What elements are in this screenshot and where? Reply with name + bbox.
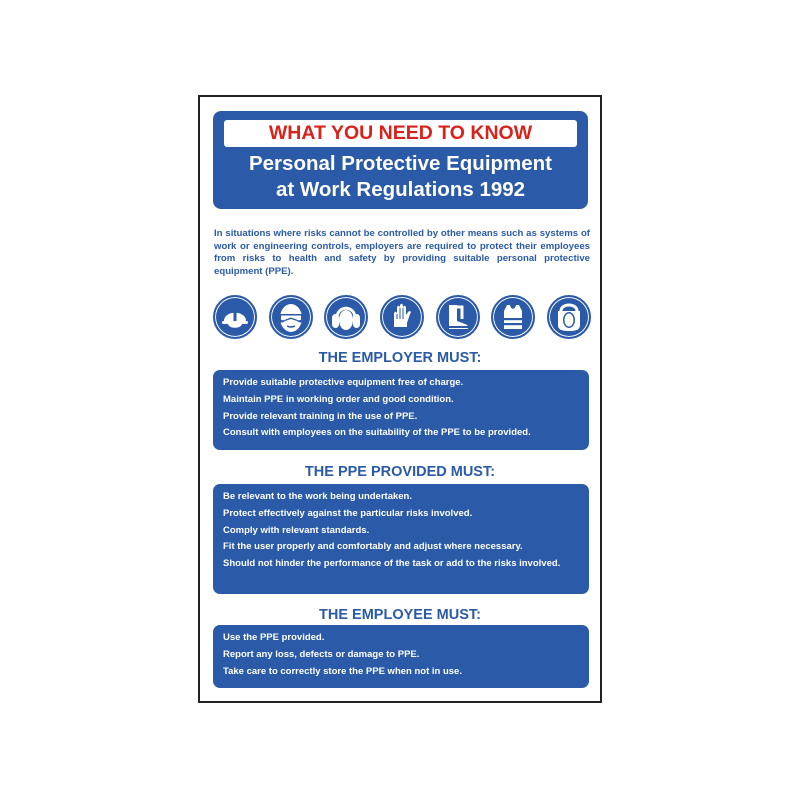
list-item: Should not hinder the performance of the task or add to the risks involved. xyxy=(223,558,561,570)
list-item: Maintain PPE in working order and good condition. xyxy=(223,393,454,405)
list-item: Provide suitable protective equipment free of charge. xyxy=(223,377,464,388)
list-item: Report any loss, defects or damage to PPE. xyxy=(223,648,420,660)
list-item: Consult with employees on the suitability of the PPE to be provided. xyxy=(223,427,531,439)
eye-protection-icon xyxy=(269,295,313,339)
ppe-regulations-sign xyxy=(198,95,602,703)
ppe-icon-row xyxy=(213,295,591,339)
intro-paragraph: In situations where risks cannot be controlled by other means such as systems of work or engineering controls, employers are required to protect their employees from risks to health and safety by providing suitable personal protective equipment (PPE). xyxy=(214,228,590,277)
employer-heading: THE EMPLOYER MUST: xyxy=(318,350,482,366)
title-line-2: at Work Regulations 1992 xyxy=(275,178,526,201)
list-item: Take care to correctly store the PPE when not in use. xyxy=(223,665,462,677)
safety-gloves-icon xyxy=(380,295,424,339)
list-item: Use the PPE provided. xyxy=(223,632,325,643)
list-item: Provide relevant training in the use of PPE. xyxy=(223,410,418,422)
list-item: Protect effectively against the particular risks involved. xyxy=(223,507,473,519)
alert-banner: WHAT YOU NEED TO KNOW xyxy=(224,120,577,147)
ppe-requirements-box xyxy=(213,484,589,594)
sign-header xyxy=(213,111,588,209)
safety-helmet-icon xyxy=(213,295,257,339)
list-item: Fit the user properly and comfortably and adjust where necessary. xyxy=(223,541,523,553)
list-item: Be relevant to the work being undertaken. xyxy=(223,491,412,502)
employee-heading: THE EMPLOYEE MUST: xyxy=(319,607,481,623)
hi-vis-vest-icon xyxy=(491,295,535,339)
employer-duties-box xyxy=(213,370,589,450)
employee-duties-box xyxy=(213,625,589,688)
title-line-1: Personal Protective Equipment xyxy=(248,152,553,175)
face-shield-icon xyxy=(547,295,591,339)
list-item: Comply with relevant standards. xyxy=(223,524,370,536)
ppe-provided-heading: THE PPE PROVIDED MUST: xyxy=(304,464,496,480)
sign-title xyxy=(213,151,588,203)
safety-boots-icon xyxy=(436,295,480,339)
ear-protection-icon xyxy=(324,295,368,339)
